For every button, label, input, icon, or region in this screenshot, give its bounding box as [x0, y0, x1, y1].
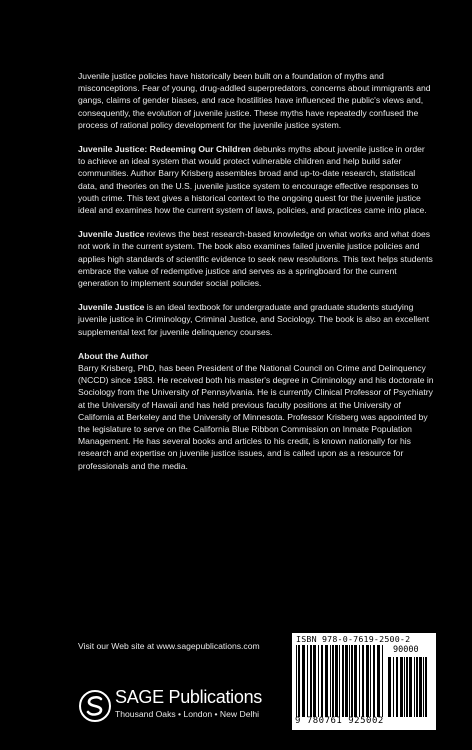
barcode-bar — [296, 645, 297, 717]
publisher-name: SAGE Publications — [115, 687, 262, 707]
about-author-heading: About the Author — [78, 350, 149, 361]
barcode-bar — [409, 657, 412, 717]
barcode-bar — [298, 645, 300, 717]
barcode-bar — [332, 645, 334, 717]
book-summary-paragraph — [78, 143, 434, 216]
barcode-bar — [377, 645, 380, 717]
barcode-bar — [310, 645, 312, 717]
barcode-bar — [425, 657, 427, 717]
barcode-bar — [345, 645, 348, 717]
research-text: reviews the best research-based knowledge on what works and what does not work in the current system. The book also examines failed juvenile justice policies and applies high standards of scientific evidence to seek new resolutions. This text helps students embrace the value of redemptive justice and serves as a springboard for the current generation to implement sounder social policies. — [78, 229, 433, 289]
ean-barcode-bars — [296, 645, 386, 717]
addon-barcode-bars — [388, 657, 430, 717]
barcode-bar — [366, 645, 369, 717]
barcode-bar — [307, 645, 308, 717]
barcode-bar — [318, 645, 319, 717]
barcode-bar — [370, 645, 371, 717]
about-author-section — [78, 350, 434, 472]
barcode-bar — [373, 645, 375, 717]
barcode-bar — [339, 645, 340, 717]
book-title-bold: Juvenile Justice — [78, 229, 145, 240]
intro-paragraph: Juvenile justice policies have historically been built on a foundation of myths and misconceptions. Fear of young, drug-addled superpredators, concerns about immigrants and gangs, claims of gender biases, and race hostilities have influenced the public's views and, consequently, the evolution of juvenile justice. These myths have repeatedly confused the process of rational policy development for the juvenile justice system. — [78, 71, 431, 130]
barcode-bar — [313, 645, 316, 717]
barcode-bar — [362, 645, 364, 717]
barcode-bar — [335, 645, 338, 717]
research-paragraph — [78, 228, 434, 289]
isbn-text: ISBN 978-0-7619-2500-2 — [296, 634, 411, 644]
book-title-bold: Juvenile Justice — [78, 302, 145, 313]
barcode-bar — [419, 657, 422, 717]
barcode-bar — [382, 645, 383, 717]
book-title-bold: Juvenile Justice: Redeeming Our Children — [78, 144, 251, 155]
barcode — [292, 633, 436, 730]
barcode-bar — [325, 645, 328, 717]
barcode-bar — [400, 657, 403, 717]
sage-logo-icon — [78, 689, 112, 723]
summary-text: debunks myths about juvenile justice in order to achieve an ideal system that would protect vulnerable children and help build safer communities. Author Barry Krisberg assembles broad and up-to-date research, statistical data, and theories on the U.S. juvenile justice system to encourage effective responses to youth crime. This text gives a historical context to the ongoing quest for the juvenile justice ideal and examines how the current system of laws, policies, and practices came into place. — [78, 144, 427, 216]
barcode-bar — [423, 657, 424, 717]
about-author-text: Barry Krisberg, PhD, has been President of the National Council on Crime and Delinquency (NCCD) since 1983. He received both his master's degree in Criminology and his doctorate in Sociology from the University of Pennsylvania. He is currently Clinical Professor of Psychiatry at the University of Hawaii and has held previous faculty positions at the University of California at Berkeley and the University of Minnesota. Professor Krisberg was appointed by the legislature to serve on the California Blue Ribbon Commission on Inmate Population Management. He has several books and articles to his credit, is known nationally for his research and expertise on juvenile justice issues, and is called upon as a resource for professionals and the media. — [78, 363, 434, 471]
audience-paragraph — [78, 301, 434, 338]
barcode-bar — [414, 657, 415, 717]
back-cover-text — [78, 70, 434, 472]
barcode-bar — [396, 657, 398, 717]
publisher-block — [78, 687, 278, 727]
barcode-bar — [330, 645, 331, 717]
barcode-bar — [321, 645, 323, 717]
audience-text: is an ideal textbook for undergraduate and graduate students studying juvenile justice in Criminology, Criminal Justice, and Sociology. The book is also an excellent supplemental text for juvenile delinquency courses. — [78, 302, 430, 337]
barcode-bar — [302, 645, 305, 717]
barcode-bar — [388, 657, 391, 717]
ean-number: 9 780761 925002 — [295, 716, 384, 726]
barcode-bar — [406, 657, 408, 717]
barcode-bar — [351, 645, 353, 717]
website-line: Visit our Web site at www.sagepublications.com — [78, 641, 260, 651]
addon-price-code: 90000 — [393, 645, 419, 655]
barcode-bar — [404, 657, 405, 717]
barcode-bar — [354, 645, 357, 717]
publisher-cities: Thousand Oaks • London • New Delhi — [115, 709, 260, 719]
barcode-bar — [359, 645, 360, 717]
barcode-bar — [342, 645, 344, 717]
barcode-bar — [416, 657, 418, 717]
barcode-bar — [393, 657, 394, 717]
barcode-bar — [349, 645, 350, 717]
